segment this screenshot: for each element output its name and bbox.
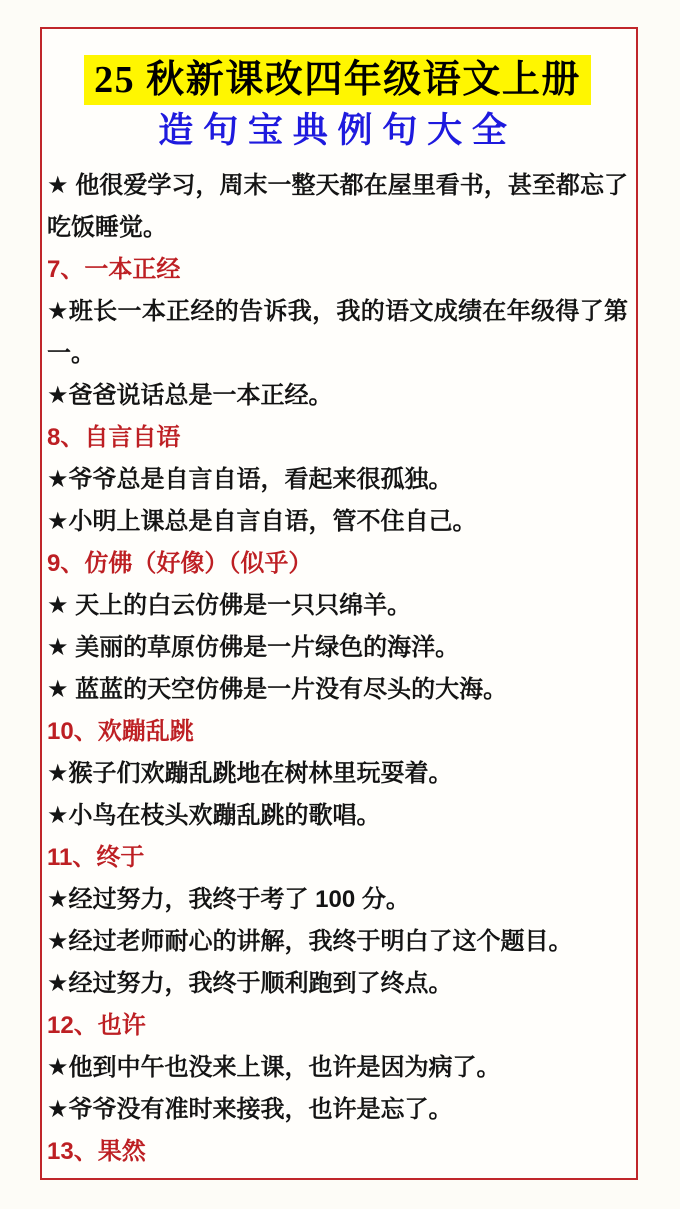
example-sentence: ★经过努力，我终于顺利跑到了终点。 <box>47 970 453 997</box>
example-sentence: ★他到中午也没来上课，也许是因为病了。 <box>47 1054 501 1081</box>
section-heading-13: 13、果然 <box>47 1138 146 1165</box>
sentence-list <box>47 165 628 1173</box>
example-sentence: ★经过老师耐心的讲解，我终于明白了这个题目。 <box>47 928 573 955</box>
section-heading-9: 9、仿佛（好像）（似乎） <box>47 550 313 577</box>
document-frame <box>40 27 638 1180</box>
example-sentence: ★爸爸说话总是一本正经。 <box>47 382 333 409</box>
section-heading-8: 8、自言自语 <box>47 424 181 451</box>
example-sentence: ★ 天上的白云仿佛是一只只绵羊。 <box>47 592 412 619</box>
example-sentence: ★班长一本正经的告诉我，我的语文成绩在年级得了第一。 <box>47 298 628 367</box>
example-sentence: ★经过努力，我终于考了 100 分。 <box>47 886 410 913</box>
section-heading-10: 10、欢蹦乱跳 <box>47 718 194 745</box>
page-title: 25 秋新课改四年级语文上册 <box>84 55 591 105</box>
section-heading-7: 7、一本正经 <box>47 256 181 283</box>
document-content <box>42 29 636 1173</box>
example-sentence: ★小明上课总是自言自语，管不住自己。 <box>47 508 477 535</box>
example-sentence: ★爷爷总是自言自语，看起来很孤独。 <box>47 466 453 493</box>
section-heading-11: 11、终于 <box>47 844 145 871</box>
example-sentence: ★爷爷没有准时来接我，也许是忘了。 <box>47 1096 453 1123</box>
example-sentence: ★ 蓝蓝的天空仿佛是一片没有尽头的大海。 <box>47 676 508 703</box>
section-heading-12: 12、也许 <box>47 1012 146 1039</box>
subtitle-row <box>47 109 628 153</box>
example-sentence: ★猴子们欢蹦乱跳地在树林里玩耍着。 <box>47 760 453 787</box>
example-sentence: ★ 美丽的草原仿佛是一片绿色的海洋。 <box>47 634 460 661</box>
example-sentence: ★小鸟在枝头欢蹦乱跳的歌唱。 <box>47 802 381 829</box>
title-row <box>47 55 628 105</box>
page-subtitle: 造句宝典例句大全 <box>158 111 517 150</box>
intro-sentence: ★ 他很爱学习，周末一整天都在屋里看书，甚至都忘了吃饭睡觉。 <box>47 172 628 241</box>
